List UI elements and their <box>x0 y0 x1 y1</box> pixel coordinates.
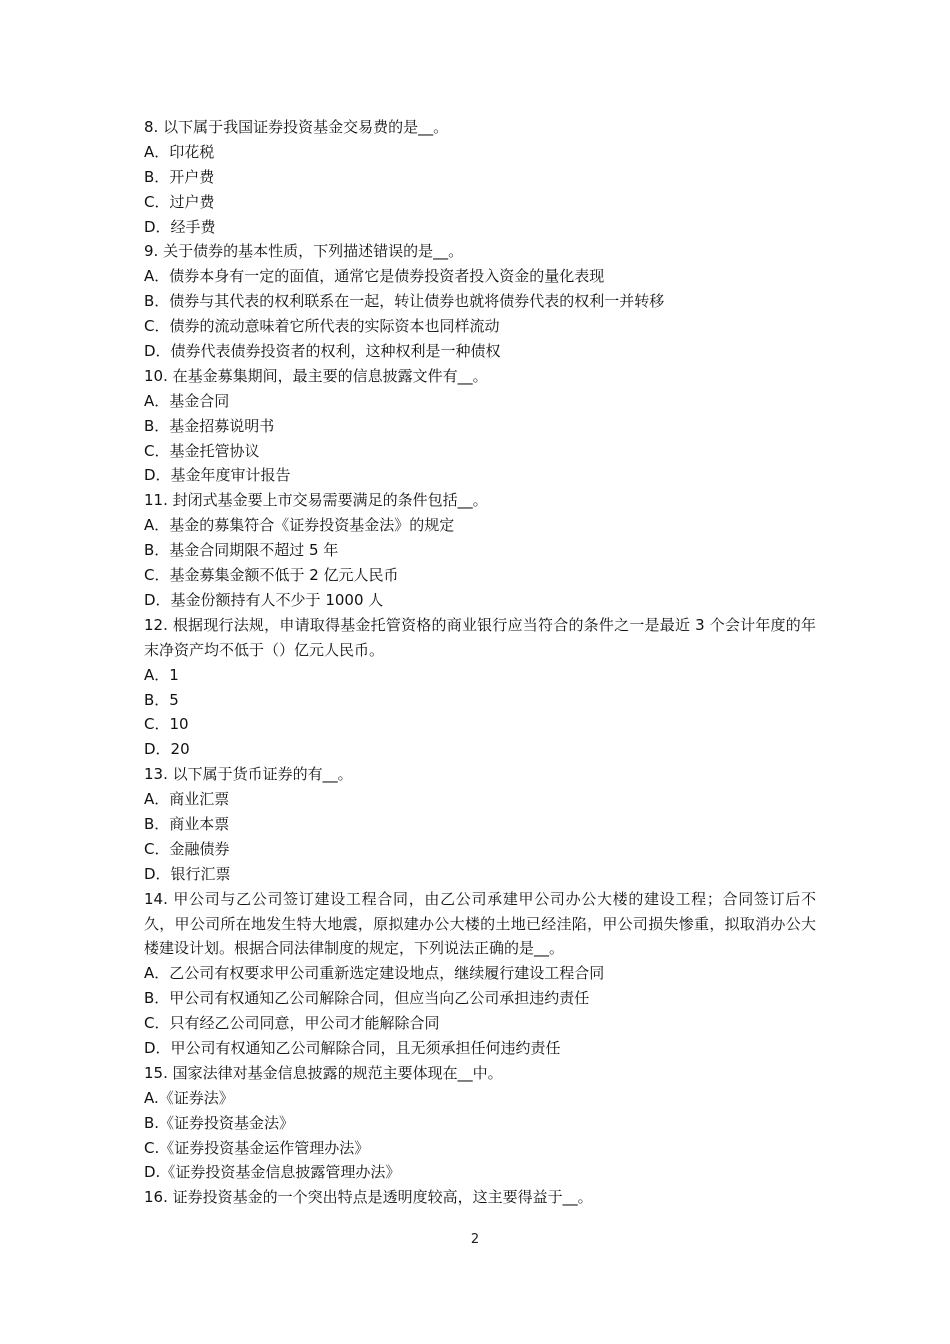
question-stem: 13. 以下属于货币证券的有__。 <box>144 765 353 784</box>
answer-option: B．基金合同期限不超过 5 年 <box>144 541 339 560</box>
answer-option: B．商业本票 <box>144 814 230 833</box>
answer-option: D．甲公司有权通知乙公司解除合同，且无须承担任何违约责任 <box>144 1039 561 1058</box>
answer-option: A．1 <box>144 665 179 684</box>
question-stem: 15. 国家法律对基金信息披露的规范主要体现在__中。 <box>144 1063 503 1082</box>
question-block <box>144 887 816 1061</box>
answer-option: D．基金年度审计报告 <box>144 466 291 485</box>
question-stem: 16. 证券投资基金的一个突出特点是透明度较高，这主要得益于__。 <box>144 1188 593 1207</box>
answer-option: B．开户费 <box>144 167 215 186</box>
question-block <box>144 488 816 612</box>
question-block <box>144 239 816 363</box>
answer-option: A．基金合同 <box>144 391 230 410</box>
answer-option: B．基金招募说明书 <box>144 416 275 435</box>
question-stem: 10. 在基金募集期间，最主要的信息披露文件有__。 <box>144 366 488 385</box>
question-block <box>144 1061 816 1185</box>
answer-option: C．10 <box>144 715 189 734</box>
answer-option: A．乙公司有权要求甲公司重新选定建设地点，继续履行建设工程合同 <box>144 964 605 983</box>
question-stem: 14. 甲公司与乙公司签订建设工程合同，由乙公司承建甲公司办公大楼的建设工程；合同签订后不久，甲公司所在地发生特大地震，原拟建办公大楼的土地已经洼陷，甲公司损失惨重，拟取消办公大楼建设计划。根据合同法律制度的规定，下列说法正确的是__。 <box>144 889 816 958</box>
answer-option: C．过户费 <box>144 192 215 211</box>
answer-option: C．金融债券 <box>144 839 230 858</box>
question-block <box>144 364 816 488</box>
answer-option: D．经手费 <box>144 217 216 236</box>
answer-option: B.《证券投资基金法》 <box>144 1113 295 1132</box>
answer-option: D．基金份额持有人不少于 1000 人 <box>144 590 384 609</box>
question-stem: 8. 以下属于我国证券投资基金交易费的是__。 <box>144 118 449 136</box>
answer-option: A．印花税 <box>144 142 215 161</box>
question-list <box>144 115 816 1210</box>
question-stem: 9. 关于债券的基本性质，下列描述错误的是__。 <box>144 242 464 261</box>
answer-option: A．债券本身有一定的面值，通常它是债券投资者投入资金的量化表现 <box>144 267 605 286</box>
question-block <box>144 613 816 762</box>
answer-option: A.《证券法》 <box>144 1088 234 1107</box>
question-stem: 12. 根据现行法规，申请取得基金托管资格的商业银行应当符合的条件之一是最近 3 个会计年度的年末净资产均不低于（）亿元人民币。 <box>144 615 816 659</box>
answer-option: B．债券与其代表的权利联系在一起，转让债券也就将债券代表的权利一并转移 <box>144 292 665 311</box>
answer-option: C．只有经乙公司同意，甲公司才能解除合同 <box>144 1014 440 1033</box>
answer-option: C．债券的流动意味着它所代表的实际资本也同样流动 <box>144 317 500 336</box>
answer-option: C．基金募集金额不低于 2 亿元人民币 <box>144 566 399 585</box>
answer-option: D．银行汇票 <box>144 864 231 883</box>
answer-option: D．20 <box>144 740 190 759</box>
answer-option: A．基金的募集符合《证券投资基金法》的规定 <box>144 516 455 535</box>
question-block <box>144 1185 816 1210</box>
answer-option: B．甲公司有权通知乙公司解除合同，但应当向乙公司承担违约责任 <box>144 989 590 1008</box>
answer-option: D．债券代表债券投资者的权利，这种权利是一种债权 <box>144 342 501 361</box>
answer-option: C.《证券投资基金运作管理办法》 <box>144 1138 370 1157</box>
answer-option: D.《证券投资基金信息披露管理办法》 <box>144 1163 401 1182</box>
question-block <box>144 762 816 886</box>
answer-option: C．基金托管协议 <box>144 441 260 460</box>
answer-option: A．商业汇票 <box>144 790 230 809</box>
answer-option: B．5 <box>144 690 179 709</box>
page-number: 2 <box>470 1232 480 1247</box>
question-block <box>144 115 816 239</box>
question-stem: 11. 封闭式基金要上市交易需要满足的条件包括__。 <box>144 491 488 510</box>
